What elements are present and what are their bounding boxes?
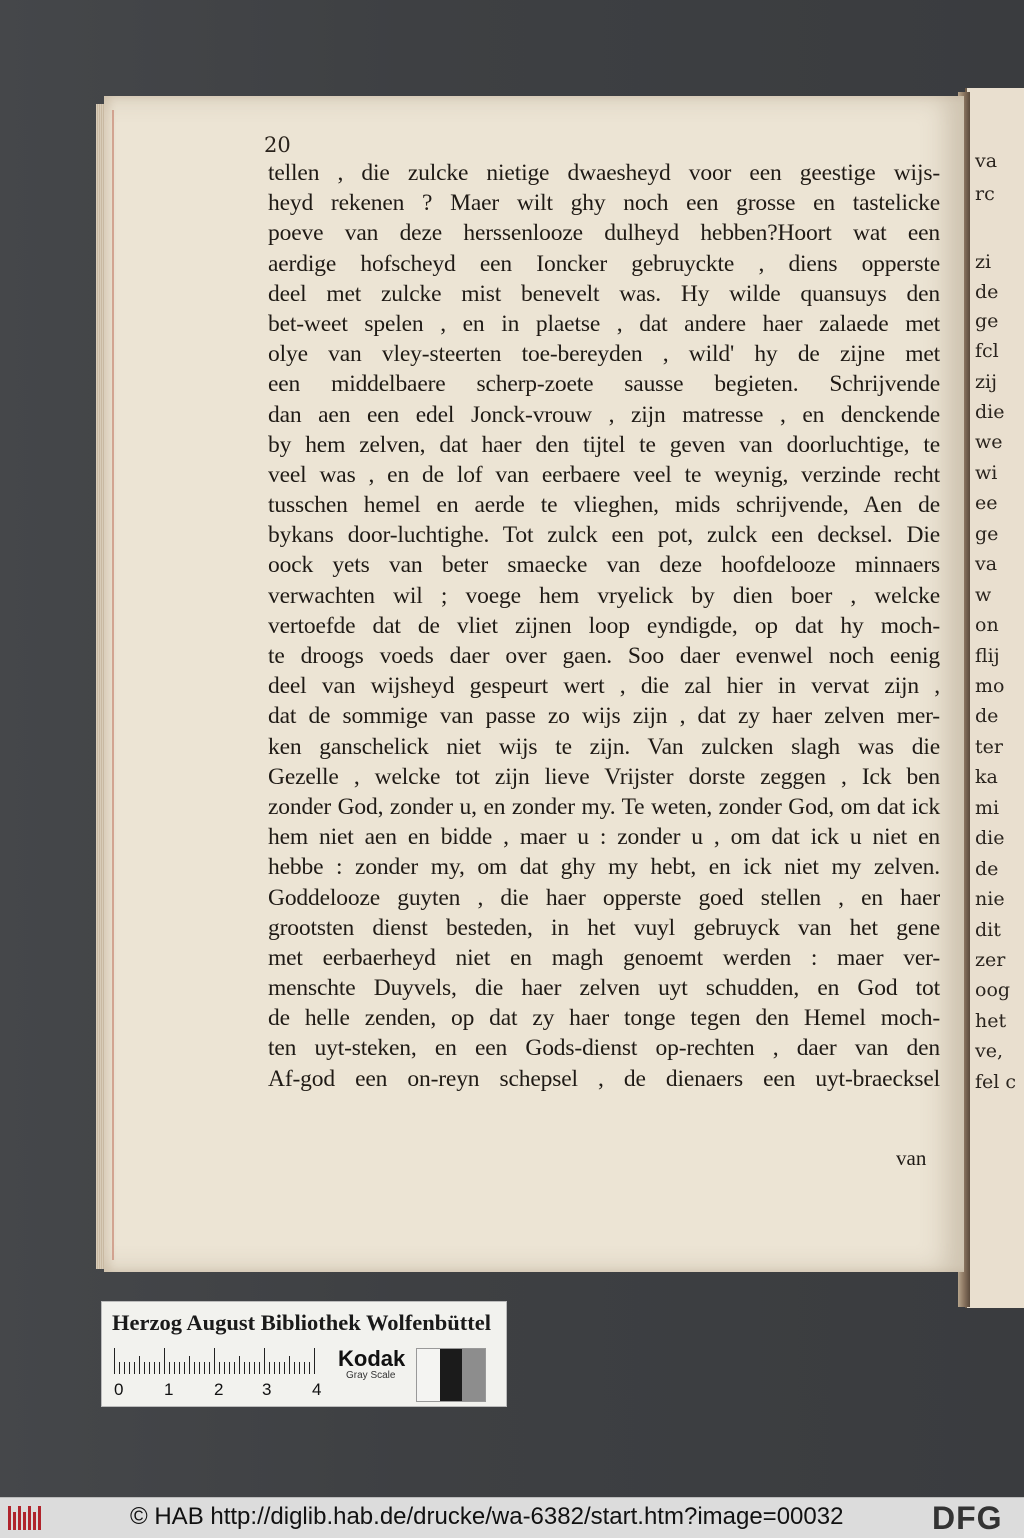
ruler-tick xyxy=(154,1362,155,1374)
text-line: de helle zenden, op dat zy haer tonge tegen den Hemel moch- xyxy=(268,1005,940,1032)
ruler-tick xyxy=(174,1362,175,1374)
facing-page-fragment: zi xyxy=(975,251,992,273)
ruler-tick xyxy=(129,1362,130,1374)
text-line: Gezelle , welcke tot zijn lieve Vrijster dorste zeggen , Ick ben xyxy=(268,763,940,790)
facing-page-fragment: nie xyxy=(975,888,1005,910)
facing-page-fragment: de xyxy=(975,281,999,303)
gray-swatch xyxy=(440,1349,463,1401)
text-line: olye van vley-steerten toe-bereyden , wild' hy de zijne met xyxy=(268,341,940,368)
dfg-logo: DFG xyxy=(932,1500,1003,1536)
facing-page-fragment: rc xyxy=(975,183,995,205)
hab-logo-bar xyxy=(13,1512,16,1530)
text-line: vertoefde dat de vliet zijnen loop eyndigde, op dat hy moch- xyxy=(268,612,940,639)
text-line: een middelbaere scherp-zoete sausse begieten. Schrijvende xyxy=(268,371,940,398)
ruler-label: 3 xyxy=(262,1380,272,1399)
ruler-tick xyxy=(239,1356,240,1374)
ruler-tick xyxy=(274,1362,275,1374)
ruler-tick xyxy=(194,1362,195,1374)
facing-page-fragment: wi xyxy=(975,462,998,484)
ruler xyxy=(114,1346,319,1374)
ruler-tick xyxy=(234,1362,235,1374)
text-line: grootsten dienst besteden, in het vuyl gebruyck van het gene xyxy=(268,914,940,941)
gray-swatch xyxy=(417,1349,440,1401)
text-line: oock yets van beter smaecke van deze hoofdelooze minnaers xyxy=(268,552,940,579)
ruler-tick xyxy=(114,1348,115,1374)
text-line: te droogs voeds daer over gaen. Soo daer evenwel noch eenig xyxy=(268,643,940,669)
facing-page-fragment: ge xyxy=(975,523,999,545)
text-line: menschte Duyvels, die haer zelven uyt schudden, en God tot xyxy=(268,975,940,1002)
facing-page-fragment: dit xyxy=(975,919,1001,941)
kodak-subtitle: Gray Scale xyxy=(346,1370,396,1381)
gray-scale-swatches xyxy=(416,1348,486,1402)
text-line: ken ganschelick niet wijs te zijn. Van zulcken slagh was die xyxy=(268,733,940,760)
ruler-tick xyxy=(244,1362,245,1374)
text-line: met eerbaerheyd niet en magh genoemt werden : maer ver- xyxy=(268,944,940,971)
ruler-tick xyxy=(214,1348,215,1374)
facing-page-fragment: we xyxy=(975,431,1003,453)
ruler-tick xyxy=(264,1348,265,1374)
ruler-tick xyxy=(209,1362,210,1374)
ruler-tick xyxy=(259,1362,260,1374)
ruler-tick xyxy=(219,1362,220,1374)
facing-page-fragment: ee xyxy=(975,492,998,514)
facing-page-fragment: ge xyxy=(975,310,999,332)
ruler-label: 0 xyxy=(114,1380,124,1399)
ruler-tick xyxy=(169,1362,170,1374)
ruler-tick xyxy=(134,1362,135,1374)
facing-page-fragment: fel c xyxy=(975,1071,1017,1093)
text-line: dan aen een edel Jonck-vrouw , zijn matresse , en denckende xyxy=(268,401,940,428)
facing-page-fragment: de xyxy=(975,858,999,880)
ruler-tick xyxy=(139,1356,140,1374)
ruler-tick xyxy=(144,1362,145,1374)
hab-logo-bar xyxy=(18,1506,21,1530)
ruler-tick xyxy=(199,1362,200,1374)
institution-name: Herzog August Bibliothek Wolfenbüttel xyxy=(112,1310,491,1335)
text-line: Af-god een on-reyn schepsel , de dienaers een uyt-braecksel xyxy=(268,1065,940,1092)
page-number: 20 xyxy=(264,133,291,157)
ruler-tick xyxy=(149,1362,150,1374)
text-line: tellen , die zulcke nietige dwaesheyd voor een geestige wijs- xyxy=(268,160,940,186)
ruler-tick xyxy=(184,1362,185,1374)
ruler-tick xyxy=(279,1362,280,1374)
ruler-tick xyxy=(159,1362,160,1374)
text-line: by hem zelven, dat haer den tijtel te geven van doorluchtige, te xyxy=(268,431,940,458)
facing-page-fragment: mi xyxy=(975,797,1000,819)
ruler-label: 4 xyxy=(312,1380,322,1399)
facing-page-fragment: mo xyxy=(975,675,1005,697)
ruler-tick xyxy=(229,1362,230,1374)
page-text xyxy=(268,158,940,1094)
ruler-tick xyxy=(189,1356,190,1374)
ruler-tick xyxy=(269,1362,270,1374)
text-line: ten uyt-steken, en een Gods-dienst op-rechten , daer van den xyxy=(268,1035,940,1062)
text-line: poeve van deze herssenlooze dulheyd hebben?Hoort wat een xyxy=(268,220,940,247)
text-line: heyd rekenen ? Maer wilt ghy noch een grosse en tastelicke xyxy=(268,190,940,217)
text-line: aerdige hofscheyd een Ioncker gebruyckte , diens opperste xyxy=(268,250,940,277)
catchword: van xyxy=(896,1146,927,1170)
hab-logo-bar xyxy=(33,1512,36,1530)
text-line: bykans door-luchtighe. Tot zulck een pot, zulck een decksel. Die xyxy=(268,522,940,549)
text-line: Goddelooze guyten , die haer opperste goed stellen , en haer xyxy=(268,884,940,911)
facing-page-fragment: ter xyxy=(975,736,1003,758)
footer-url-text[interactable]: © HAB http://diglib.hab.de/drucke/wa-6382/start.htm?image=00032 xyxy=(130,1503,844,1530)
ruler-label: 2 xyxy=(214,1380,224,1399)
facing-page-fragment: oog xyxy=(975,979,1011,1001)
facing-page-fragment: die xyxy=(975,827,1005,849)
text-line: dat de sommige van passe zo wijs zijn , dat zy haer zelven mer- xyxy=(268,703,940,730)
facing-page-fragment: flij xyxy=(975,645,1000,667)
ruler-tick xyxy=(294,1362,295,1374)
text-line: hebbe : zonder my, om dat ghy my hebt, en ick niet my zelven. xyxy=(268,854,940,881)
facing-page-fragment: w xyxy=(975,584,992,606)
kodak-logo: Kodak xyxy=(338,1346,406,1371)
hab-logo-bar xyxy=(38,1506,41,1530)
ruler-tick xyxy=(284,1362,285,1374)
ruler-tick xyxy=(224,1362,225,1374)
ruler-tick xyxy=(249,1362,250,1374)
color-card xyxy=(101,1301,507,1407)
hab-logo-bar xyxy=(28,1506,31,1530)
ruler-tick xyxy=(119,1362,120,1374)
facing-page-fragment: fcl xyxy=(975,340,999,362)
ruler-tick xyxy=(314,1348,315,1374)
facing-page-fragment: va xyxy=(975,553,998,575)
ruler-tick xyxy=(299,1362,300,1374)
facing-page-fragment: ka xyxy=(975,766,998,788)
text-line: zonder God, zonder u, en zonder my. Te weten, zonder God, om dat ick xyxy=(268,793,940,820)
facing-page-fragment: ve, xyxy=(975,1040,1004,1062)
facing-page-fragment: die xyxy=(975,401,1005,423)
hab-logo-bar xyxy=(8,1506,11,1530)
page-edge-line xyxy=(112,110,114,1260)
gray-swatch xyxy=(462,1349,485,1401)
text-line: hem niet aen en bidde , maer u : zonder u , om dat ick u niet en xyxy=(268,824,940,851)
ruler-tick xyxy=(164,1348,165,1374)
facing-page-fragment: va xyxy=(975,150,998,172)
text-line: bet-weet spelen , en in plaetse , dat andere haer zalaede met xyxy=(268,310,940,337)
text-line: deel van wijsheyd gespeurt wert , die zal hier in vervat zijn , xyxy=(268,673,940,700)
facing-page xyxy=(965,88,1024,1308)
text-line: tusschen hemel en aerde te vlieghen, mids schrijvende, Aen de xyxy=(268,492,940,519)
ruler-tick xyxy=(179,1362,180,1374)
facing-page-fragment: on xyxy=(975,614,999,636)
ruler-tick xyxy=(254,1362,255,1374)
text-line: veel was , en de lof van eerbaere veel te weynig, verzinde recht xyxy=(268,461,940,488)
ruler-tick xyxy=(289,1356,290,1374)
ruler-tick xyxy=(124,1362,125,1374)
facing-page-fragment: zer xyxy=(975,949,1006,971)
ruler-tick xyxy=(304,1362,305,1374)
ruler-label: 1 xyxy=(164,1380,174,1399)
facing-page-fragment: de xyxy=(975,705,999,727)
facing-page-fragment: het xyxy=(975,1010,1007,1032)
footer-bar xyxy=(0,1497,1024,1538)
facing-page-fragment: zij xyxy=(975,371,997,393)
hab-logo-icon xyxy=(8,1506,48,1530)
hab-logo-bar xyxy=(23,1512,26,1530)
ruler-tick xyxy=(309,1362,310,1374)
ruler-tick xyxy=(204,1362,205,1374)
text-line: deel met zulcke mist benevelt was. Hy wilde quansuys den xyxy=(268,280,940,307)
text-line: verwachten wil ; voege hem vryelick by dien boer , welcke xyxy=(268,582,940,609)
